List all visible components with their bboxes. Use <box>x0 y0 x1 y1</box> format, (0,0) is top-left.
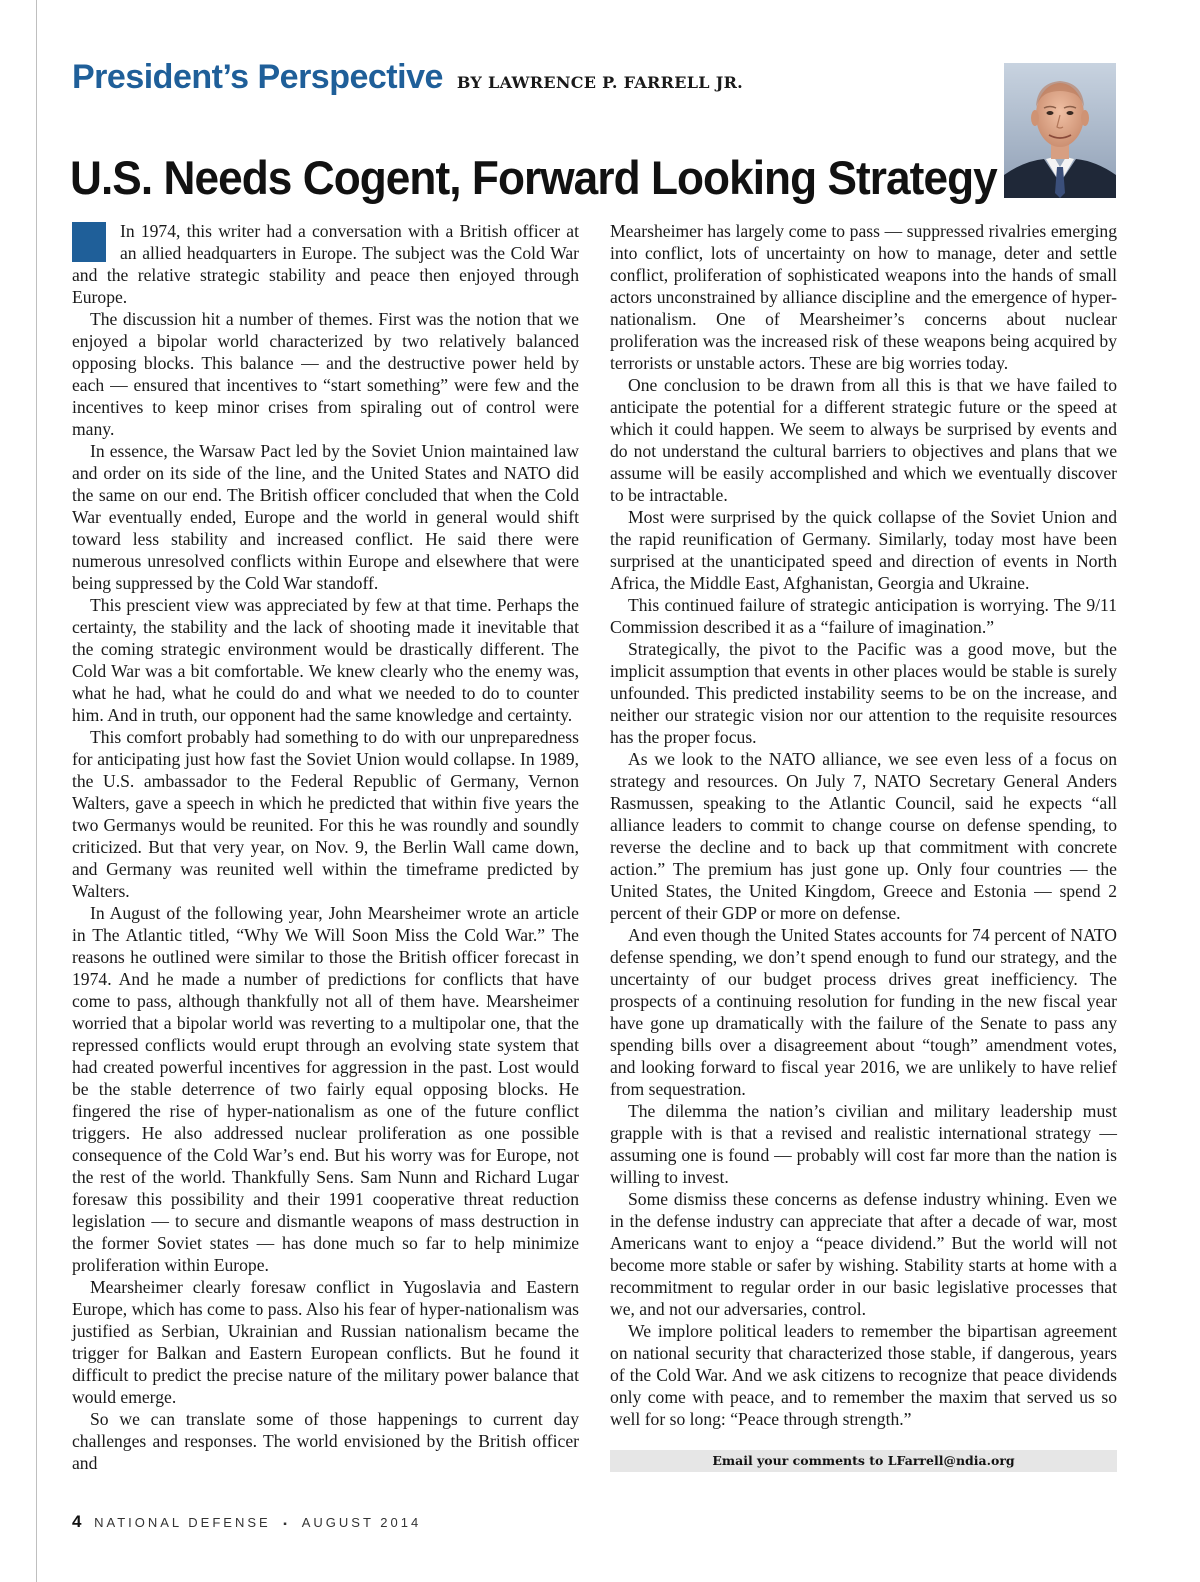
article-paragraph: In August of the following year, John Mearsheimer wrote an article in The Atlantic titled, “Why We Will Soon Miss the Cold War.” The reasons he outlined were similar to those the British officer forecast in 1974. And he made a number of predictions for conflicts that have come to pass, although thankfully not all of them have. Mearsheimer worried that a bipolar world was reverting to a multipolar one, that the repressed conflicts would erupt through an evolving state system that had created powerful incentives for aggression in the past. Lost would be the stable deterrence of two fairly equal opposing blocks. He fingered the rise of hyper-nationalism as one of the future conflict triggers. He also addressed nuclear proliferation as one possible consequence of the Cold War’s end. But his worry was for Europe, not the rest of the world. Thankfully Sens. Sam Nunn and Richard Lugar foresaw this possibility and their 1991 cooperative threat reduction legislation — to secure and dismantle weapons of mass destruction in the former Soviet states — has done much so far to help minimize proliferation within Europe. <box>72 903 579 1275</box>
page-margin-rule <box>36 0 37 1582</box>
article-paragraph: And even though the United States accounts for 74 percent of NATO defense spending, we don’t spend enough to fund our strategy, and the uncertainty of our budget process drives great inefficiency. The prospects of a continuing resolution for funding in the new fiscal year have gone up dramatically with the failure of the Senate to pass any spending bills over a disagreement about “tough” amendment votes, and looking forward to fiscal year 2016, we are unlikely to have relief from sequestration. <box>610 925 1117 1099</box>
article-paragraph: So we can translate some of those happenings to current day challenges and responses. The world envisioned by the British officer and <box>72 1409 579 1473</box>
article-paragraph: We implore political leaders to remember the bipartisan agreement on national security that characterized those stable, if dangerous, years of the Cold War. And we ask citizens to recognize that peace dividends only come with peace, and to remember the maxim that served us so well for so long: “Peace through strength.” <box>610 1321 1117 1429</box>
paragraph-text: In 1974, this writer had a conversation with a British officer at an allied headquarters in Europe. The subject was the Cold War and the relative strategic stability and peace then enjoyed through Europe. <box>72 221 579 307</box>
article-paragraph: This continued failure of strategic anticipation is worrying. The 9/11 Commission described it as a “failure of imagination.” <box>610 595 1117 637</box>
article-paragraph: In essence, the Warsaw Pact led by the Soviet Union maintained law and order on its side of the line, and the United States and NATO did the same on our end. The British officer concluded that when the Cold War eventually ended, Europe and the world in general would shift toward less stability and increased conflict. He said there were numerous unresolved conflicts within Europe and elsewhere that were being suppressed by the Cold War standoff. <box>72 441 579 593</box>
page-footer <box>72 1512 421 1532</box>
article-paragraph: Most were surprised by the quick collapse of the Soviet Union and the rapid reunification of Germany. Similarly, today most have been surprised at the unanticipated speed and direction of events in North Africa, the Middle East, Afghanistan, Georgia and Ukraine. <box>610 507 1117 593</box>
article-paragraph: This prescient view was appreciated by few at that time. Perhaps the certainty, the stability and the lack of shooting made it inevitable that the coming strategic environment would be drastically different. The Cold War was a bit comfortable. We knew clearly who the enemy was, what he had, what he could do and what we needed to do to counter him. And in truth, our opponent had the same knowledge and certainty. <box>72 595 579 725</box>
email-comments-bar <box>610 1450 1117 1472</box>
article-paragraph: This comfort probably had something to do with our unpreparedness for anticipating just how fast the Soviet Union would collapse. In 1989, the U.S. ambassador to the Federal Republic of Germany, Vernon Walters, gave a speech in which he predicted that within five years the two Germanys would be reunited. For this he was roundly and soundly criticized. But that very year, on Nov. 9, the Berlin Wall came down, and Germany was reunited well within the timeframe predicted by Walters. <box>72 727 579 901</box>
author-portrait <box>1004 63 1116 198</box>
article-column-left <box>72 220 579 1474</box>
publication-name: NATIONAL DEFENSE <box>94 1515 271 1530</box>
email-link[interactable]: LFarrell@ndia.org <box>887 1453 1015 1468</box>
page-number: 4 <box>72 1512 82 1531</box>
article-paragraph: The dilemma the nation’s civilian and military leadership must grapple with is that a revised and realistic international strategy — assuming one is found — probably will cost far more than the nation is willing to invest. <box>610 1101 1117 1187</box>
footer-separator: ▪ <box>283 1519 290 1530</box>
article-paragraph: One conclusion to be drawn from all this is that we have failed to anticipate the potential for a different strategic future or the speed at which it could happen. We seem to always be surprised by events and do not understand the cultural barriers to objectives and plans that we assume will be easily accomplished and which we eventually discover to be intractable. <box>610 375 1117 505</box>
article-paragraph: Mearsheimer clearly foresaw conflict in Yugoslavia and Eastern Europe, which has come to pass. Also his fear of hyper-nationalism was justified as Serbian, Ukrainian and Russian nationalism became the trigger for Balkan and Eastern European conflicts. But he found it difficult to predict the precise nature of the military power balance that would emerge. <box>72 1277 579 1407</box>
article-column-right <box>610 220 1117 1430</box>
article-paragraph: Mearsheimer has largely come to pass — suppressed rivalries emerging into conflict, lots of uncertainty on how to manage, deter and settle conflict, proliferation of sophisticated weapons into the hands of small actors unconstrained by alliance discipline and the emergence of hyper-nationalism. One of Mearsheimer’s concerns about nuclear proliferation was the increased risk of these weapons being acquired by terrorists or unstable actors. These are big worries today. <box>610 221 1117 373</box>
article-paragraph: As we look to the NATO alliance, we see even less of a focus on strategy and resources. On July 7, NATO Secretary General Anders Rasmussen, speaking to the Atlantic Council, said he expects “all alliance leaders to commit to change course on defense spending, to reverse the decline and to back up that commitment with concrete action.” The premium has just gone up. Only four countries — the United States, the United Kingdom, Greece and Estonia — spend 2 percent of their GDP or more on defense. <box>610 749 1117 923</box>
article-paragraph: Some dismiss these concerns as defense industry whining. Even we in the defense industry can appreciate that after a decade of war, most Americans want to enjoy a “peace dividend.” But the world will not become more stable or safer by wishing. Stability starts at home with a recommitment to regular order in our basic legislative processes that we, and not our adversaries, control. <box>610 1189 1117 1319</box>
page-header <box>72 58 972 97</box>
section-title: President’s Perspective <box>72 58 443 96</box>
article-paragraph: Strategically, the pivot to the Pacific was a good move, but the implicit assumption that events in other places would be stable is surely unfounded. This predicted instability seems to be on the increase, and neither our strategic vision nor our attention to the requisite resources has the proper focus. <box>610 639 1117 747</box>
article-paragraph: The discussion hit a number of themes. First was the notion that we enjoyed a bipolar world characterized by two relatively balanced opposing blocks. This balance — and the destructive power held by each — ensured that incentives to “start something” were few and the incentives to keep minor crises from spiraling out of control were many. <box>72 309 579 439</box>
drop-cap-square <box>72 222 106 262</box>
issue-date: AUGUST 2014 <box>301 1515 422 1530</box>
author-byline: BY LAWRENCE P. FARRELL JR. <box>456 73 744 92</box>
article-paragraph <box>72 220 579 308</box>
email-prefix: Email your comments to <box>712 1453 888 1468</box>
article-headline: U.S. Needs Cogent, Forward Looking Strategy <box>70 151 997 204</box>
